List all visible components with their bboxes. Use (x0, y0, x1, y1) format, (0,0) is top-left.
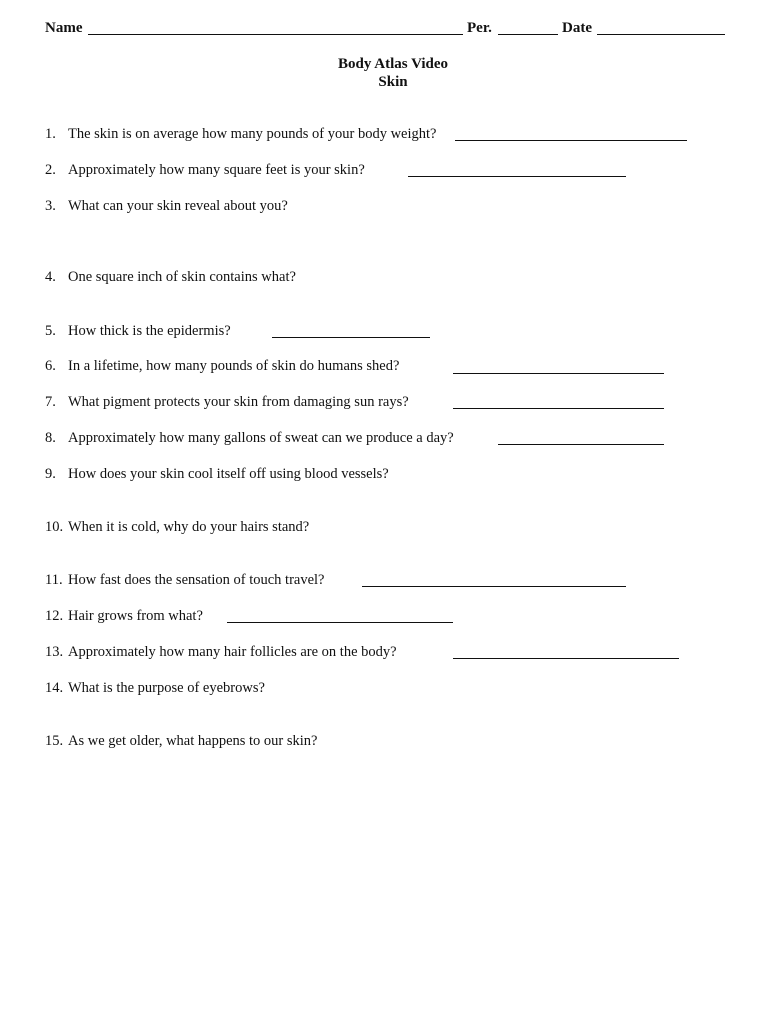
worksheet-title (0, 55, 770, 91)
question-number: 6. (45, 358, 56, 374)
question-text: Approximately how many hair follicles are on the body? (68, 644, 397, 660)
question-number: 1. (45, 126, 56, 142)
question-number: 11. (45, 572, 63, 588)
question-text: What pigment protects your skin from damaging sun rays? (68, 394, 409, 410)
date-label: Date (562, 20, 592, 36)
question-text: In a lifetime, how many pounds of skin do humans shed? (68, 358, 400, 374)
question-number: 5. (45, 323, 56, 339)
answer-blank[interactable] (453, 658, 679, 659)
question-text: When it is cold, why do your hairs stand? (68, 519, 310, 535)
question-number: 4. (45, 269, 56, 285)
answer-blank[interactable] (453, 408, 664, 409)
question-text: What is the purpose of eyebrows? (68, 680, 265, 696)
answer-blank[interactable] (455, 140, 687, 141)
question-text: What can your skin reveal about you? (68, 198, 288, 214)
question-number: 14. (45, 680, 64, 696)
question-number: 7. (45, 394, 56, 410)
answer-blank[interactable] (362, 586, 626, 587)
question-text: Hair grows from what? (68, 608, 203, 624)
header-row (45, 18, 727, 38)
answer-blank[interactable] (453, 373, 664, 374)
question-text: One square inch of skin contains what? (68, 269, 296, 285)
name-label: Name (45, 20, 83, 36)
question-text: How thick is the epidermis? (68, 323, 231, 339)
title-line-1: Body Atlas Video (337, 56, 449, 72)
question-number: 2. (45, 162, 56, 178)
question-number: 12. (45, 608, 64, 624)
question-text: How fast does the sensation of touch travel? (68, 572, 325, 588)
question-number: 15. (45, 733, 64, 749)
question-number: 8. (45, 430, 56, 446)
title-line-2: Skin (378, 74, 408, 90)
question-text: Approximately how many square feet is your skin? (68, 162, 365, 178)
answer-blank[interactable] (408, 176, 626, 177)
question-text: The skin is on average how many pounds of your body weight? (68, 126, 437, 142)
question-number: 3. (45, 198, 56, 214)
question-number: 9. (45, 466, 56, 482)
answer-blank[interactable] (227, 622, 453, 623)
period-field[interactable] (498, 34, 558, 35)
question-text: As we get older, what happens to our skin? (68, 733, 318, 749)
answer-blank[interactable] (498, 444, 664, 445)
answer-blank[interactable] (272, 337, 430, 338)
name-field[interactable] (88, 34, 463, 35)
question-number: 10. (45, 519, 64, 535)
question-number: 13. (45, 644, 64, 660)
date-field[interactable] (597, 34, 725, 35)
question-text: How does your skin cool itself off using blood vessels? (68, 466, 389, 482)
period-label: Per. (467, 20, 492, 36)
question-text: Approximately how many gallons of sweat can we produce a day? (68, 430, 454, 446)
